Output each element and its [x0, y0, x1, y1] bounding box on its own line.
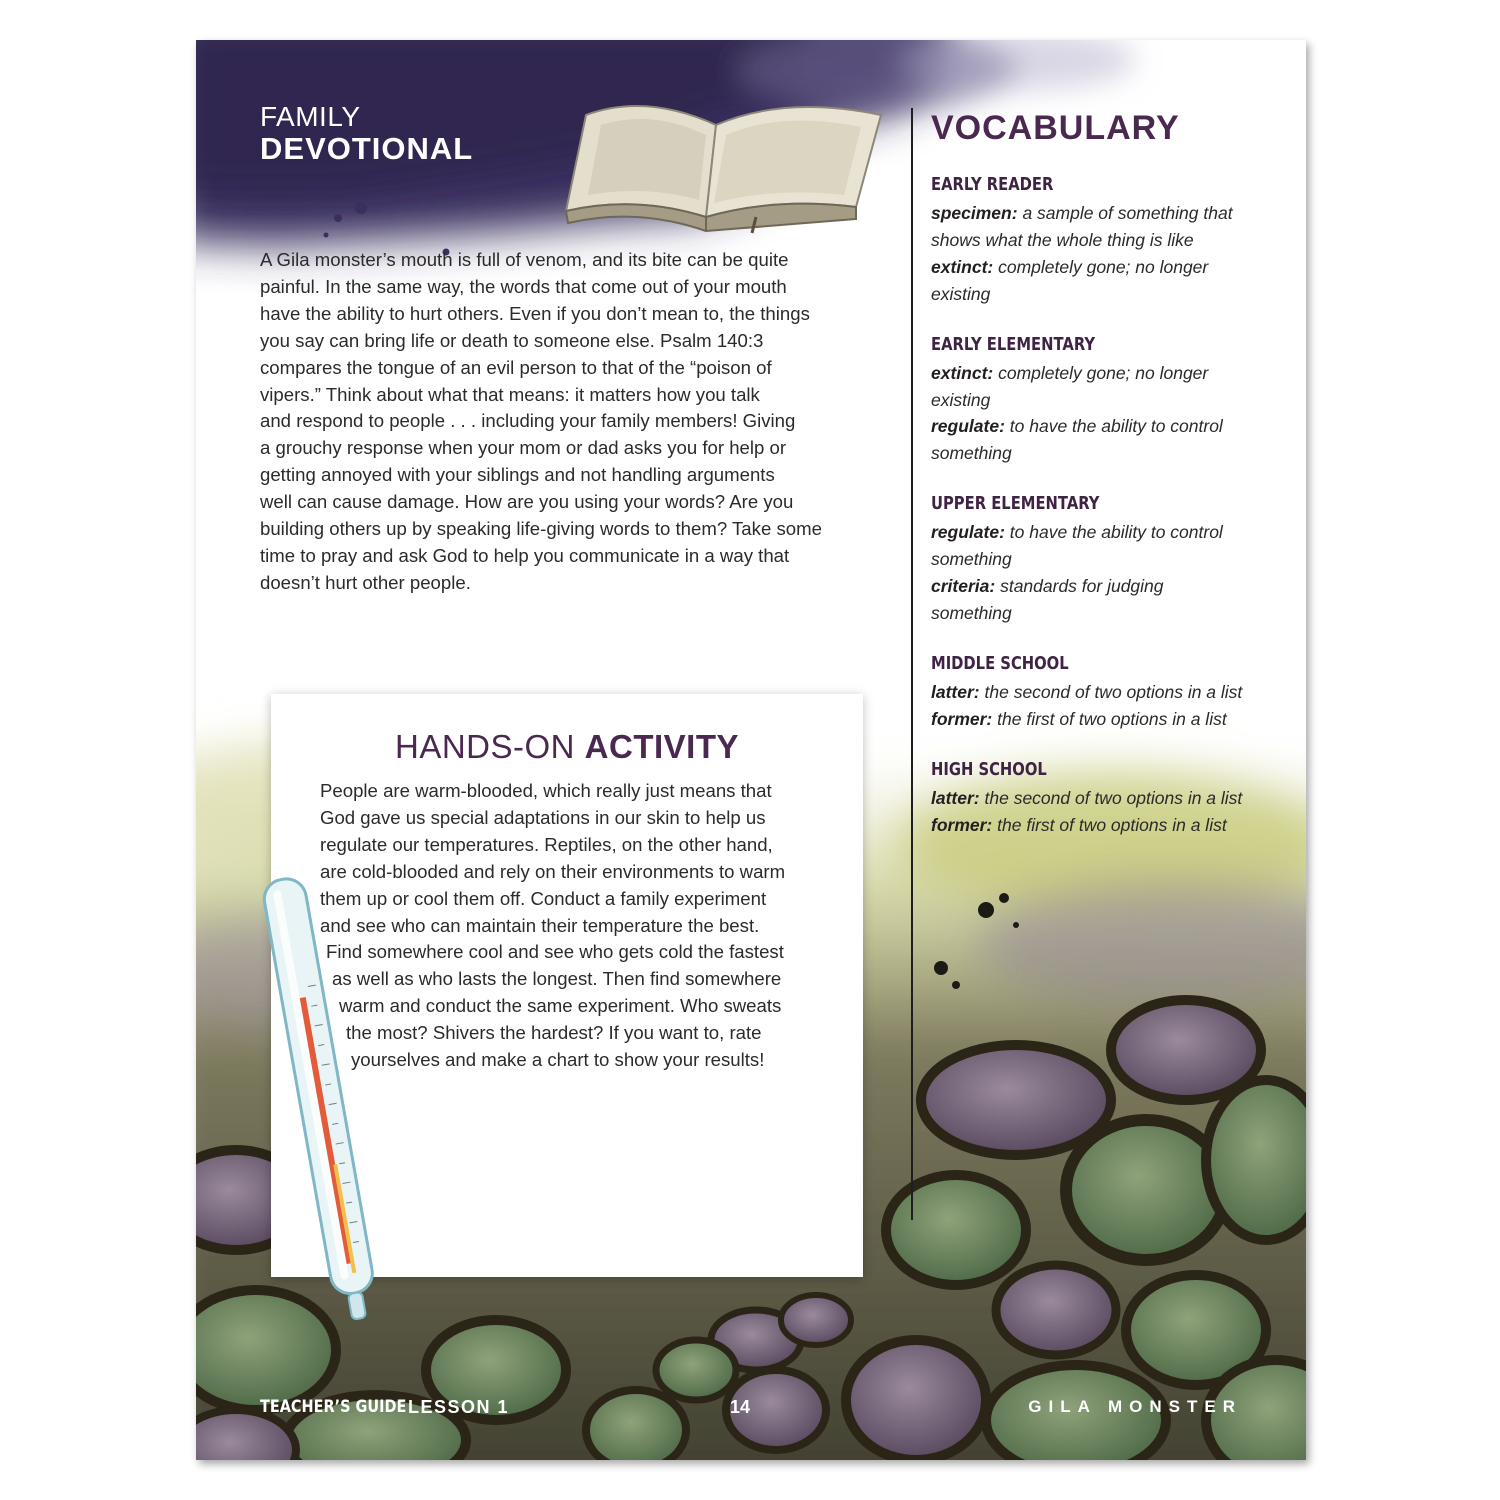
vocab-term: latter: — [931, 787, 980, 808]
activity-title — [271, 728, 863, 766]
activity-line: regulate our temperatures. Reptiles, on the other hand, — [320, 833, 773, 855]
vocab-term: regulate: — [931, 416, 1005, 437]
activity-line: them up or cool them off. Conduct a family experiment — [320, 887, 767, 909]
vocab-definition: the first of two options in a list — [997, 814, 1227, 835]
devotional-heading-bold: DEVOTIONAL — [260, 131, 474, 166]
footer-page-number: 14 — [730, 1397, 751, 1417]
vocab-entry — [931, 785, 1281, 812]
vocab-term: former: — [931, 814, 993, 835]
vocab-entry — [931, 200, 1281, 254]
footer-lesson-label: LESSON 1 — [408, 1397, 510, 1417]
vocab-definition: something — [931, 443, 1012, 464]
devotional-line: building others up by speaking life-giving words to them? Take some — [260, 518, 822, 540]
vocab-term: specimen: — [931, 203, 1018, 223]
vocab-level: EARLY READER — [931, 174, 1054, 195]
vocab-term: regulate: — [931, 522, 1005, 543]
open-book-illustration — [556, 85, 896, 235]
devotional-line: painful. In the same way, the words that come out of your mouth — [260, 275, 787, 297]
devotional-line: vipers.” Think about what that means: it matters how you talk — [260, 383, 760, 405]
vocab-level: MIDDLE SCHOOL — [931, 652, 1069, 674]
activity-line: yourselves and make a chart to show your results! — [351, 1049, 765, 1071]
vocabulary-title: VOCABULARY — [931, 109, 1180, 147]
activity-line: and see who can maintain their temperature the best. — [320, 914, 760, 936]
vocab-definition: completely gone; no longer — [998, 256, 1209, 277]
vocab-group-early-elementary — [931, 330, 1281, 468]
activity-line: the most? Shivers the hardest? If you want to, rate — [346, 1022, 762, 1044]
vocab-definition: something — [931, 602, 1012, 623]
vocab-entry — [931, 706, 1281, 733]
activity-line: People are warm-blooded, which really just means that — [320, 780, 772, 801]
vocab-term: extinct: — [931, 362, 994, 383]
vocab-entry — [931, 360, 1281, 414]
devotional-line: have the ability to hurt others. Even if you don’t mean to, the things — [260, 302, 810, 324]
devotional-body — [260, 247, 860, 597]
vocab-group-early-reader — [931, 170, 1281, 308]
vocab-group-high-school — [931, 755, 1281, 839]
column-divider — [911, 108, 913, 1220]
vocab-group-upper-elementary — [931, 489, 1281, 627]
page-footer — [196, 1395, 1306, 1425]
activity-line: as well as who lasts the longest. Then find somewhere — [332, 968, 782, 990]
activity-title-bold: ACTIVITY — [584, 728, 740, 765]
vocab-definition: existing — [931, 283, 991, 304]
vocab-definition: to have the ability to control — [1009, 416, 1223, 437]
devotional-line: and respond to people . . . including your family members! Giving — [260, 410, 796, 432]
vocab-entry — [931, 519, 1281, 573]
devotional-line: time to pray and ask God to help you communicate in a way that — [260, 544, 790, 566]
vocab-entry — [931, 679, 1281, 706]
vocab-term: criteria: — [931, 576, 996, 597]
devotional-line: A Gila monster’s mouth is full of venom, and its bite can be quite — [260, 249, 789, 270]
devotional-heading-light: FAMILY — [260, 101, 361, 132]
vocab-definition: completely gone; no longer — [998, 362, 1209, 383]
devotional-line: well can cause damage. How are you using your words? Are you — [260, 491, 794, 513]
vocab-definition: something — [931, 549, 1012, 570]
vocab-definition: the second of two options in a list — [984, 681, 1243, 702]
vocab-definition: a sample of something that — [1022, 203, 1233, 223]
vocab-level: UPPER ELEMENTARY — [931, 493, 1100, 515]
vocab-definition: standards for judging — [1000, 576, 1164, 597]
devotional-line: getting annoyed with your siblings and not handling arguments — [260, 464, 775, 486]
vocab-entry — [931, 254, 1281, 308]
devotional-line: doesn’t hurt other people. — [260, 571, 471, 593]
thermometer-illustration — [251, 865, 401, 1325]
vocab-definition: shows what the whole thing is like — [931, 229, 1194, 250]
activity-line: God gave us special adaptations in our skin to help us — [320, 806, 766, 828]
vocab-definition: to have the ability to control — [1009, 522, 1223, 543]
teachers-guide-page — [196, 40, 1306, 1460]
devotional-line: a grouchy response when your mom or dad asks you for help or — [260, 437, 787, 459]
vocab-group-middle-school — [931, 649, 1281, 733]
activity-line: Find somewhere cool and see who gets cold the fastest — [326, 941, 784, 963]
footer-title: GILA MONSTER — [1028, 1397, 1242, 1416]
vocab-definition: the second of two options in a list — [984, 787, 1243, 808]
vocab-term: former: — [931, 708, 993, 729]
vocab-term: extinct: — [931, 256, 994, 277]
vocab-level: HIGH SCHOOL — [931, 758, 1047, 780]
vocab-definition: the first of two options in a list — [997, 708, 1227, 729]
vocab-entry — [931, 812, 1281, 839]
activity-title-light: HANDS-ON — [394, 728, 575, 765]
vocab-level: EARLY ELEMENTARY — [931, 333, 1096, 355]
vocab-term: latter: — [931, 681, 980, 702]
vocab-entry — [931, 413, 1281, 467]
devotional-line: you say can bring life or death to someone else. Psalm 140:3 — [260, 329, 764, 351]
devotional-heading — [260, 102, 473, 166]
vocab-entry — [931, 573, 1281, 627]
footer-guide-label: TEACHER’S GUIDE — [260, 1397, 407, 1417]
activity-line: are cold-blooded and rely on their environments to warm — [320, 860, 786, 882]
devotional-line: compares the tongue of an evil person to that of the “poison of — [260, 356, 772, 378]
vocab-definition: existing — [931, 389, 991, 410]
vocabulary-panel — [931, 108, 1281, 861]
activity-line: warm and conduct the same experiment. Who sweats — [339, 995, 782, 1017]
